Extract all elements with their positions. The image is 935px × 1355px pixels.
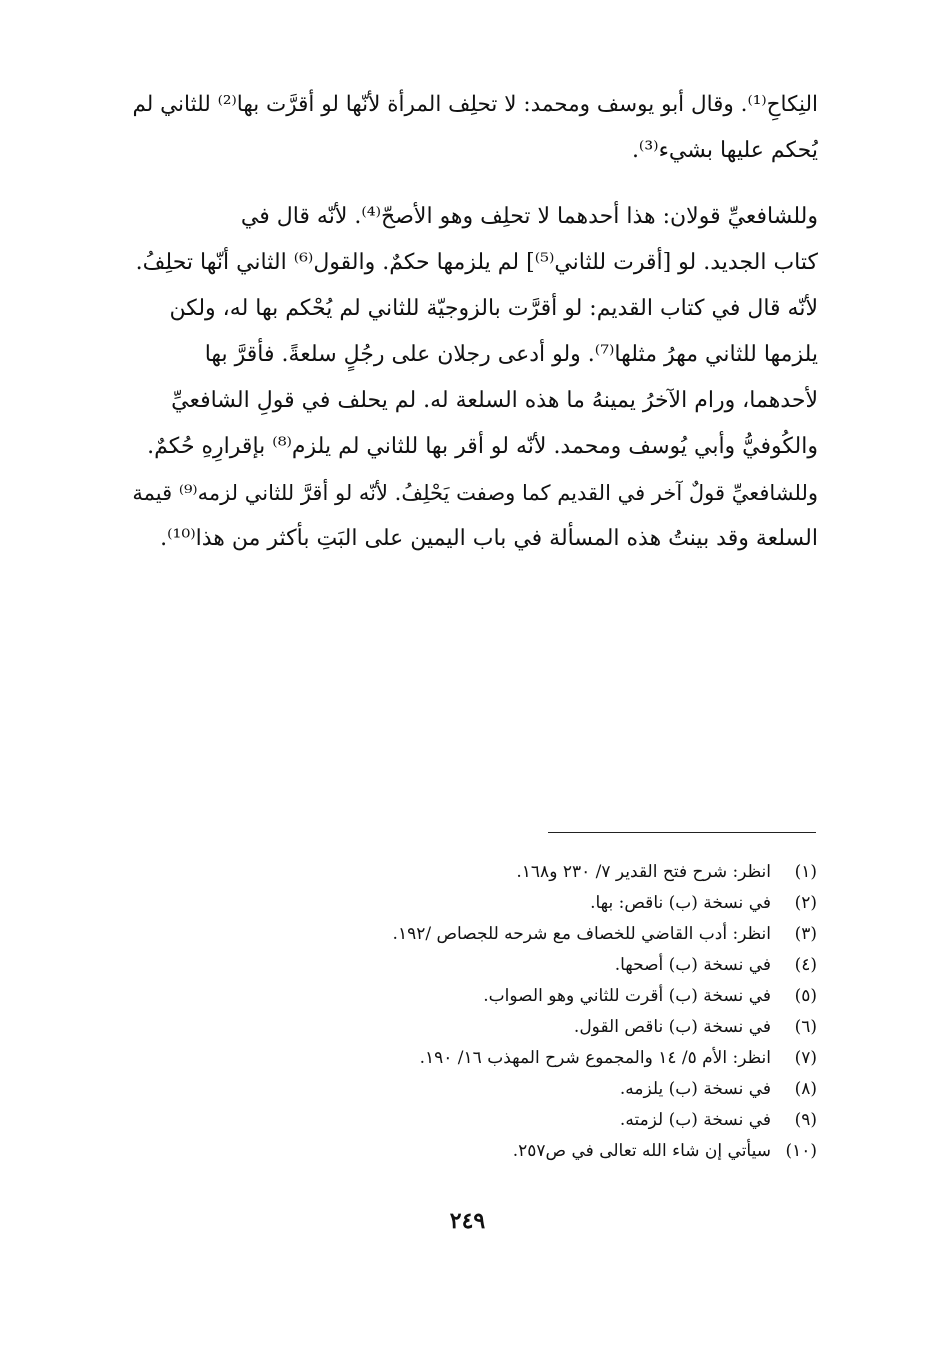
footnote-item — [257, 1105, 817, 1136]
footnote-text: في نسخة (ب) ناقص: بها. — [590, 893, 771, 913]
footnote-number: (٥) — [794, 986, 817, 1006]
paragraph-gap — [118, 174, 818, 194]
footnote-item — [257, 1136, 817, 1167]
footnote-number: (٩) — [794, 1110, 817, 1130]
text-line: لأحدهما، ورام الآخرُ يمينهُ ما هذه السلعة له. لم يحلف في قولِ الشافعيِّ — [171, 388, 818, 413]
footnote-item — [257, 888, 817, 919]
footnote-text: في نسخة (ب) ناقص القول. — [573, 1017, 771, 1037]
text-line: كتاب الجديد. لو [أقرت للثاني⁽⁵⁾] لم يلزمها حكمٌ. والقول⁽⁶⁾ الثاني أنّها تحلِفُ. — [135, 250, 818, 275]
footnote-item — [257, 1074, 817, 1105]
page-number: ٢٤٩ — [449, 1208, 486, 1234]
footnote-text: انظر: أدب القاضي للخصاف مع شرحه للجصاص /١٩٢. — [392, 924, 771, 944]
footnote-number: (٣) — [794, 924, 817, 944]
text-line: السلعة وقد بينتُ هذه المسألة في باب اليمين على البَتِ بأكثر من هذا⁽¹⁰⁾. — [160, 526, 818, 551]
text-line: يلزمها للثاني مهرُ مثلها⁽⁷⁾. ولو أدعى رجلان على رجُلٍ سلعةً. فأقرَّ بها — [204, 342, 818, 367]
footnote-text: سيأتي إن شاء الله تعالى في ص٢٥٧. — [512, 1141, 771, 1161]
footnote-text: في نسخة (ب) لزمته. — [619, 1110, 771, 1130]
footnote-number: (٧) — [794, 1048, 817, 1068]
footnote-number: (١٠) — [785, 1141, 817, 1161]
footnote-text: في نسخة (ب) يلزمه. — [619, 1079, 771, 1099]
footnote-item — [257, 950, 817, 981]
footnote-number: (٤) — [794, 955, 817, 975]
footnote-text: في نسخة (ب) أقرت للثاني وهو الصواب. — [483, 986, 771, 1006]
text-line: لأنّه قال في كتاب القديم: لو أقرَّت بالزوجيّة للثاني لم يُحْكم بها له، ولكن — [169, 296, 818, 321]
footnotes-list — [257, 857, 817, 1167]
footnote-item — [257, 981, 817, 1012]
footnote-item — [257, 1012, 817, 1043]
footnote-text: انظر: الأم ٥/ ١٤ والمجموع شرح المهذب ١٦/ ١٩٠. — [419, 1048, 771, 1068]
text-line: وللشافعيِّ قولان: هذا أحدهما لا تحلِف وهو الأصحّ⁽⁴⁾. لأنّه قال في — [240, 204, 818, 229]
footnote-number: (٦) — [794, 1017, 817, 1037]
footnote-text: في نسخة (ب) أصحها. — [614, 955, 771, 975]
footnote-item — [257, 857, 817, 888]
footnote-number: (٨) — [794, 1079, 817, 1099]
footnote-number: (١) — [794, 862, 817, 882]
text-line: وللشافعيِّ قولٌ آخر في القديم كما وصفت يَحْلِفُ. لأنّه لو أقرَّ للثاني لزمه⁽⁹⁾ قيمة — [132, 481, 818, 505]
text-line: والكُوفيُّ وأبي يُوسف ومحمد. لأنّه لو أقر بها للثاني لم يلزم⁽⁸⁾ بإقرارِهِ حُكمٌ. — [147, 434, 818, 459]
footnote-text: انظر: شرح فتح القدير ٧/ ٢٣٠ و١٦٨. — [516, 862, 771, 882]
text-line: النِكاحِ⁽¹⁾. وقال أبو يوسف ومحمد: لا تحلِف المرأة لأنّها لو أقرَّت بها⁽²⁾ للثاني لم — [132, 92, 818, 117]
footnote-item — [257, 919, 817, 950]
main-text — [118, 82, 818, 562]
footnote-item — [257, 1043, 817, 1074]
footnote-number: (٢) — [794, 893, 817, 913]
text-line: يُحكم عليها بشيء⁽³⁾. — [631, 138, 818, 163]
footnote-separator — [548, 832, 816, 833]
